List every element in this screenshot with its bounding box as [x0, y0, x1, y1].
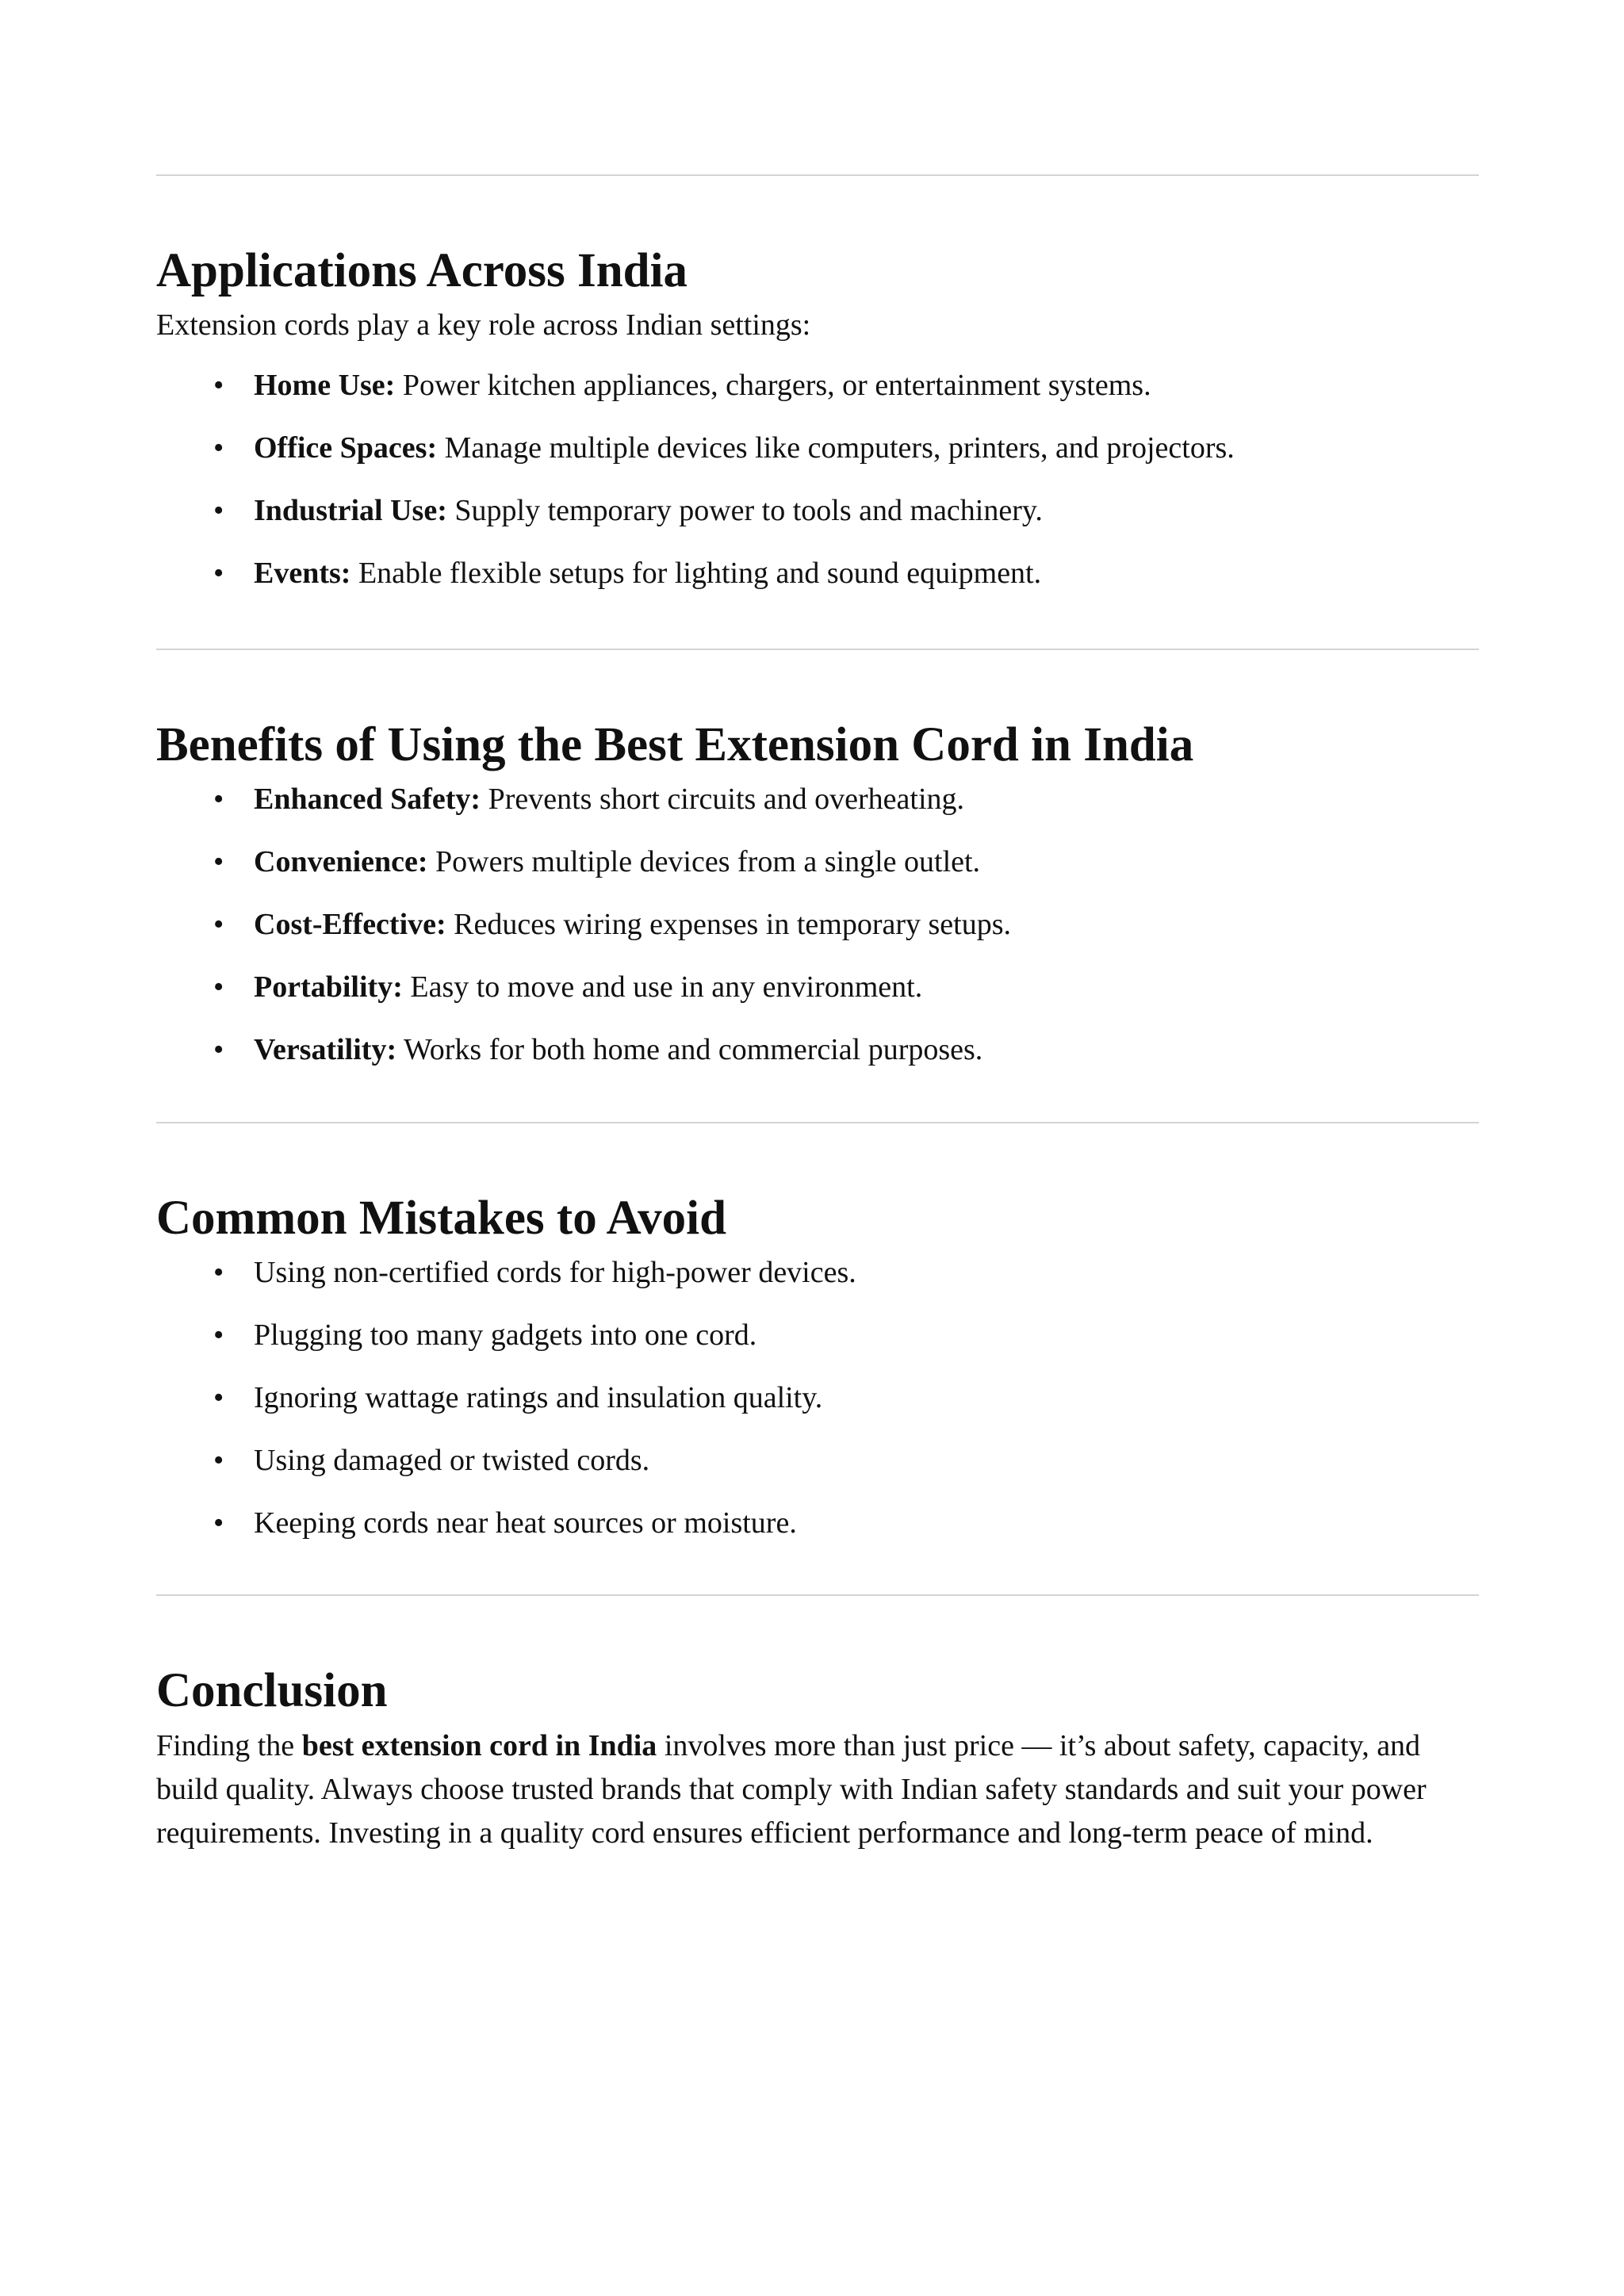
conclusion-paragraph: Finding the best extension cord in India involves more than just price — it’s about safety, capacity, and build quality. Always choose trusted brands that comply with Indian safety standards and suit your power requirements. Investing in a quality cord ensures efficient performance and long-term peace of mind. [156, 1729, 1427, 1850]
divider [156, 174, 1479, 176]
bullet-icon: • [213, 369, 224, 402]
section-mistakes [156, 1190, 1479, 1544]
bullet-icon: • [213, 1381, 224, 1414]
bullet-icon: • [213, 1318, 224, 1352]
list-item: • Keeping cords near heat sources or moisture. [156, 1502, 1479, 1544]
list-item: • Versatility: Works for both home and commercial purposes. [156, 1029, 1479, 1070]
divider [156, 649, 1479, 650]
section-heading: Common Mistakes to Avoid [156, 1192, 727, 1245]
bullet-icon: • [213, 845, 224, 878]
section-heading: Applications Across India [156, 244, 688, 297]
list-item: • Convenience: Powers multiple devices from a single outlet. [156, 841, 1479, 882]
bullet-icon: • [213, 970, 224, 1004]
list-item: • Events: Enable flexible setups for lighting and sound equipment. [156, 553, 1479, 594]
list-item: • Enhanced Safety: Prevents short circuits and overheating. [156, 779, 1479, 820]
bullet-icon: • [213, 1444, 224, 1477]
list-item: • Cost-Effective: Reduces wiring expenses in temporary setups. [156, 904, 1479, 945]
list-item: • Home Use: Power kitchen appliances, chargers, or entertainment systems. [156, 365, 1479, 406]
bullet-icon: • [213, 494, 224, 527]
bullet-icon: • [213, 908, 224, 941]
bullet-icon: • [213, 431, 224, 465]
section-heading: Benefits of Using the Best Extension Cord in India [156, 718, 1194, 771]
section-heading: Conclusion [156, 1664, 388, 1717]
bullet-icon: • [213, 1033, 224, 1066]
section-benefits [156, 717, 1479, 1070]
bullet-icon: • [213, 783, 224, 816]
benefits-list [156, 779, 1479, 1070]
list-item: • Using non-certified cords for high-power devices. [156, 1252, 1479, 1293]
section-conclusion [156, 1663, 1479, 1855]
divider [156, 1594, 1479, 1596]
section-applications [156, 243, 1479, 594]
list-item: • Plugging too many gadgets into one cord. [156, 1314, 1479, 1356]
list-item: • Office Spaces: Manage multiple devices like computers, printers, and projectors. [156, 427, 1479, 469]
mistakes-list [156, 1252, 1479, 1544]
section-intro: Extension cords play a key role across Indian settings: [156, 308, 811, 342]
list-item: • Using damaged or twisted cords. [156, 1440, 1479, 1481]
list-item: • Portability: Easy to move and use in any environment. [156, 966, 1479, 1008]
list-item: • Ignoring wattage ratings and insulation quality. [156, 1377, 1479, 1418]
bullet-icon: • [213, 557, 224, 590]
divider [156, 1122, 1479, 1123]
applications-list [156, 365, 1479, 594]
bullet-icon: • [213, 1506, 224, 1540]
list-item: • Industrial Use: Supply temporary power to tools and machinery. [156, 490, 1479, 531]
bullet-icon: • [213, 1256, 224, 1289]
